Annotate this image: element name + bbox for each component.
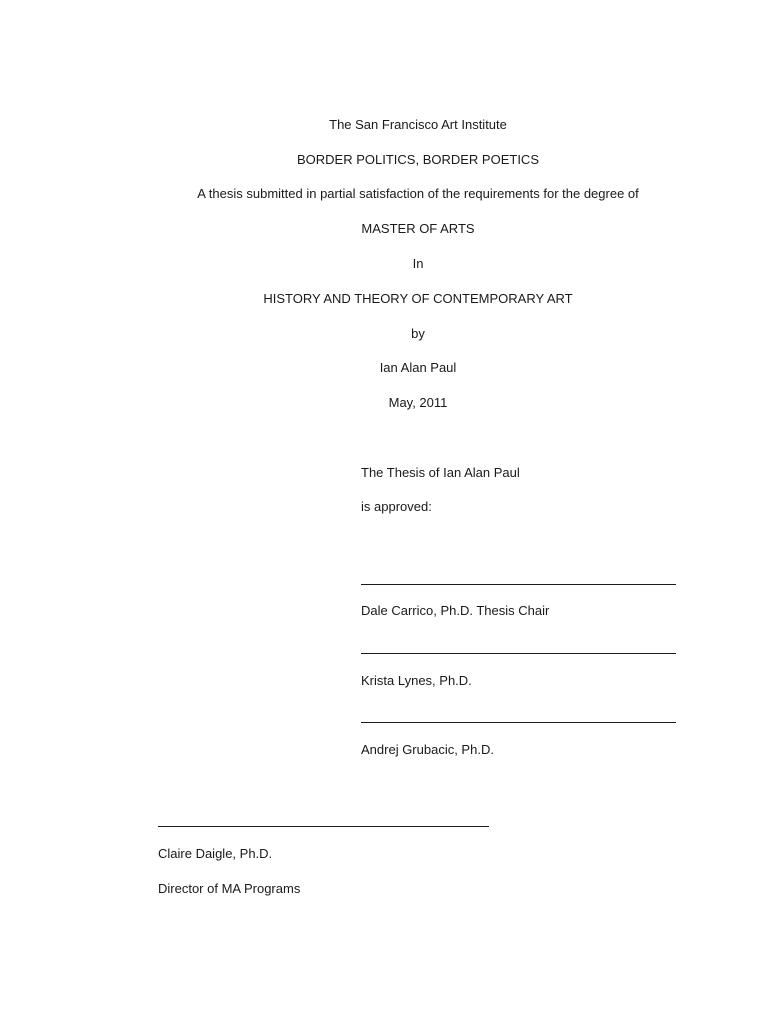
in-word: In [412,256,424,271]
thesis-title: BORDER POLITICS, BORDER POETICS [297,152,539,167]
director-signature-line [158,826,489,827]
by-word: by [411,326,425,341]
submission-date: May, 2011 [388,395,448,410]
degree-name: MASTER OF ARTS [361,221,475,236]
signature-line-3 [361,722,676,723]
approval-line-2: is approved: [361,499,432,514]
signatory-1: Dale Carrico, Ph.D. Thesis Chair [361,603,550,618]
signatory-3: Andrej Grubacic, Ph.D. [361,742,494,757]
submission-statement: A thesis submitted in partial satisfaction of the requirements for the degree of [197,186,639,201]
director-name: Claire Daigle, Ph.D. [158,846,273,861]
field-of-study: HISTORY AND THEORY OF CONTEMPORARY ART [263,291,573,306]
institution-name: The San Francisco Art Institute [329,117,507,132]
signature-line-2 [361,653,676,654]
signatory-2: Krista Lynes, Ph.D. [361,673,472,688]
approval-line-1: The Thesis of Ian Alan Paul [361,465,520,480]
director-title: Director of MA Programs [158,881,301,896]
author-name: Ian Alan Paul [379,360,457,375]
signature-line-1 [361,584,676,585]
